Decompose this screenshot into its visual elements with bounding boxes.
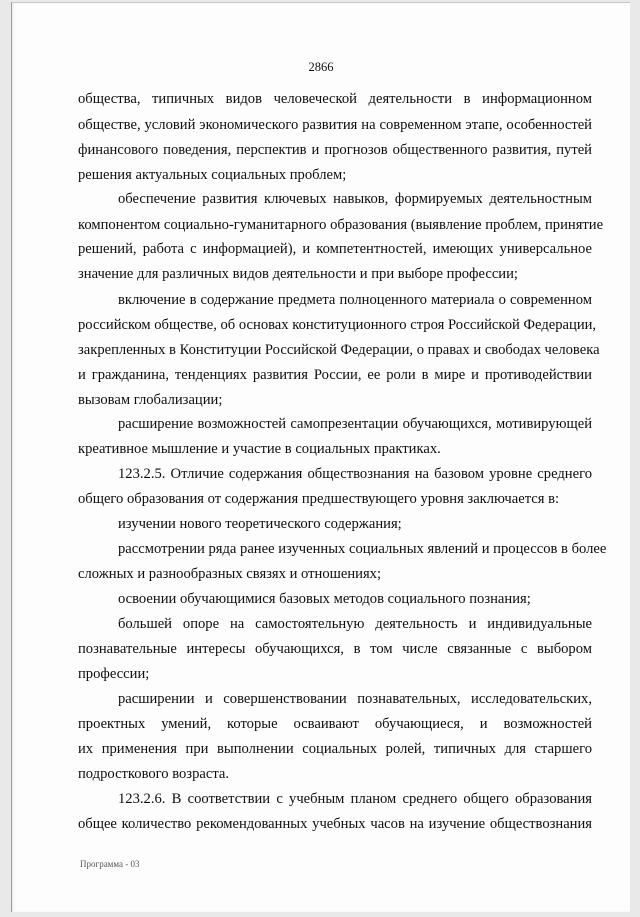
text-line: расширении и совершенствовании познавательных, исследовательских, [118,691,592,707]
page-number: 2866 [308,60,334,74]
text-line: включение в содержание предмета полноценного материала о современном [118,292,592,308]
text-line: расширение возможностей самопрезентации обучающихся, мотивирующей [118,416,592,432]
footer-note: Программа - 03 [80,859,140,869]
text-line: вызовам глобализации; [78,392,223,408]
text-line: 123.2.5. Отличие содержания обществознания на базовом уровне среднего [118,466,592,482]
text-line: изучении нового теоретического содержания; [118,516,402,532]
text-line: общего образования от содержания предшествующего уровня заключается в: [78,491,560,507]
text-line: обществе, условий экономического развития на современном этапе, особенностей [78,117,592,133]
text-line: рассмотрении ряда ранее изученных социальных явлений и процессов в более [118,541,607,557]
text-line: значение для различных видов деятельности и при выборе профессии; [78,266,518,282]
text-line: креативное мышление и участие в социальных практиках. [78,441,441,457]
text-line: проектных умений, которые осваивают обучающиеся, и возможностей [78,716,592,732]
text-line: компонентом социально-гуманитарного образования (выявление проблем, принятие [78,217,604,233]
text-line: профессии; [78,666,150,682]
text-line: познавательные интересы обучающихся, в том числе связанные с выбором [78,641,592,657]
text-line: большей опоре на самостоятельную деятельность и индивидуальные [118,616,592,632]
text-line: 123.2.6. В соответствии с учебным планом среднего общего образования [118,791,592,807]
text-line: российском обществе, об основах конституционного строя Российской Федерации, [78,317,597,333]
text-line: решений, работа с информацией), и компетентностей, имеющих универсальное [78,241,592,257]
text-line: обеспечение развития ключевых навыков, формируемых деятельностным [118,191,592,207]
document-page [11,2,630,912]
text-line: общее количество рекомендованных учебных часов на изучение обществознания [78,816,592,832]
text-line: сложных и разнообразных связях и отношениях; [78,566,382,582]
text-line: общества, типичных видов человеческой деятельности в информационном [78,91,592,107]
text-line: и гражданина, тенденциях развития России, ее роли в мире и противодействии [78,367,592,383]
text-line: решения актуальных социальных проблем; [78,167,347,183]
text-line: подросткового возраста. [78,766,230,782]
text-line: освоении обучающимися базовых методов социального познания; [118,591,531,607]
text-line: закрепленных в Конституции Российской Федерации, о правах и свободах человека [78,342,600,358]
text-line: их применения при выполнении социальных ролей, типичных для старшего [78,741,592,757]
text-line: финансового поведения, перспектив и прогнозов общественного развития, путей [78,142,592,158]
